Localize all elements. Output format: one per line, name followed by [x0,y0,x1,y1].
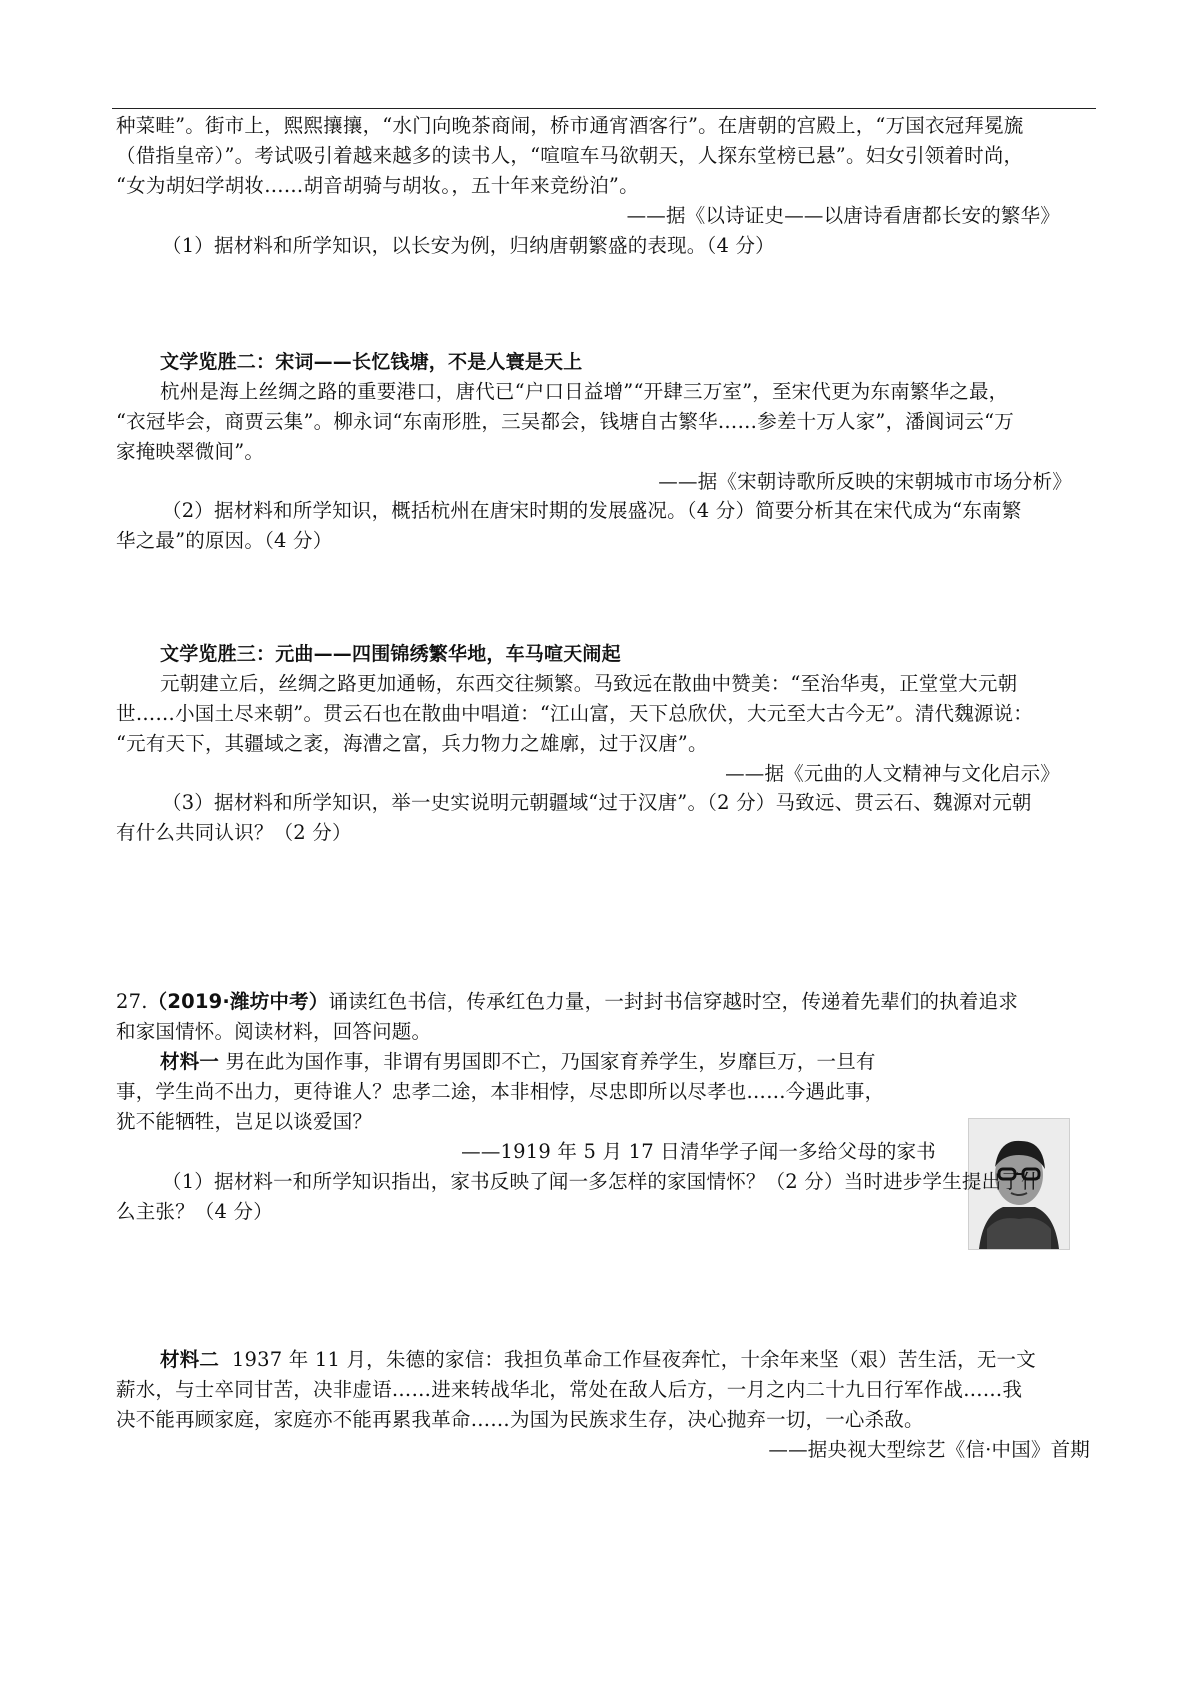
m1-line [160,1048,876,1076]
s3-heading: 文学览胜三：元曲——四围锦绣繁华地，车马喧天闹起 [160,643,621,665]
q27-intro-line: 和家国情怀。阅读材料，回答问题。 [116,1020,432,1043]
s1-question: （1）据材料和所学知识，以长安为例，归纳唐朝繁盛的表现。（4 分） [162,234,775,257]
s2-heading: 文学览胜二：宋词——长忆钱塘，不是人寰是天上 [160,351,583,373]
s2-question-line: 华之最”的原因。（4 分） [116,529,333,552]
q27-q1-line: （1）据材料一和所学知识指出，家书反映了闻一多怎样的家国情怀？（2 分）当时进步学生提出了什 [162,1170,1041,1193]
s3-para-line: “元有天下，其疆域之袤，海漕之富，兵力物力之雄廓，过于汉唐”。 [116,732,708,755]
s2-question-line: （2）据材料和所学知识，概括杭州在唐宋时期的发展盛况。（4 分）简要分析其在宋代成为“东南繁 [162,499,1022,522]
s1-para-line: “女为胡妇学胡妆……胡音胡骑与胡妆。，五十年来竞纷泊”。 [116,174,639,197]
s3-question-line: （3）据材料和所学知识，举一史实说明元朝疆域“过于汉唐”。（2 分）马致远、贯云石、魏源对元朝 [162,791,1032,814]
m2-source: ——据央视大型综艺《信·中国》首期 [768,1438,1090,1461]
m2-text: 1937 年 11 月，朱德的家信：我担负革命工作昼夜奔忙，十余年来坚（艰）苦生活，无一文 [231,1348,1036,1371]
m2-line [160,1346,1036,1374]
m1-line: 犹不能牺牲，岂足以谈爱国？ [116,1110,373,1133]
s2-para-line: “衣冠毕会，商贾云集”。柳永词“东南形胜，三吴都会，钱塘自古繁华……参差十万人家”，潘阆词云“万 [116,410,1014,433]
m2-line: 决不能再顾家庭，家庭亦不能再累我革命……为国为民族求生存，决心抛弃一切，一心杀敌。 [116,1408,924,1431]
q27-q1-line: 么主张？（4 分） [116,1200,273,1223]
q27-intro-line [116,988,1018,1016]
m1-source: ——1919 年 5 月 17 日清华学子闻一多给父母的家书 [461,1140,936,1163]
m1-label: 材料一 [160,1050,220,1073]
s2-para-line: 家掩映翠微间”。 [116,440,265,463]
top-rule [112,108,1096,109]
s1-para-line: （借指皇帝）”。考试吸引着越来越多的读书人，“喧喧车马欲朝天，人探东堂榜已悬”。妇女引领着时尚， [116,144,1024,167]
s3-para-line: 世……小国土尽来朝”。贯云石也在散曲中唱道：“江山富，天下总欣伏，大元至大古今无”。清代魏源说： [116,702,1034,725]
s1-source: ——据《以诗证史——以唐诗看唐都长安的繁华》 [626,204,1060,227]
s1-para-line: 种菜畦”。街市上，熙熙攘攘，“水门向晚茶商闹，桥市通宵酒客行”。在唐朝的宫殿上，“万国衣冠拜冕旒 [116,114,1024,137]
m1-line: 事，学生尚不出力，更待谁人？忠孝二途，本非相悖，尽忠即所以尽孝也……今遇此事， [116,1080,885,1103]
m2-label: 材料二 [160,1348,220,1371]
s2-source: ——据《宋朝诗歌所反映的宋朝城市市场分析》 [658,470,1072,493]
m2-line: 薪水，与士卒同甘苦，决非虚语……进来转战华北，常处在敌人后方，一月之内二十九日行军作战……我 [116,1378,1023,1401]
s3-source: ——据《元曲的人文精神与文化启示》 [725,762,1060,785]
q27-number: 27. [116,990,148,1013]
q27-intro: 诵读红色书信，传承红色力量，一封封书信穿越时空，传递着先辈们的执着追求 [328,990,1019,1013]
s3-para-line: 元朝建立后，丝绸之路更加通畅，东西交往频繁。马致远在散曲中赞美：“至治华夷，正堂堂大元朝 [160,672,1018,695]
s2-para-line: 杭州是海上丝绸之路的重要港口，唐代已“户口日益增”“开肆三万室”，至宋代更为东南繁华之最， [160,380,1009,403]
m1-text: 男在此为国作事，非谓有男国即不亡，乃国家育养学生，岁靡巨万，一旦有 [225,1050,876,1073]
s3-question-line: 有什么共同认识？（2 分） [116,821,352,844]
q27-origin: （2019·潍坊中考） [147,990,329,1013]
